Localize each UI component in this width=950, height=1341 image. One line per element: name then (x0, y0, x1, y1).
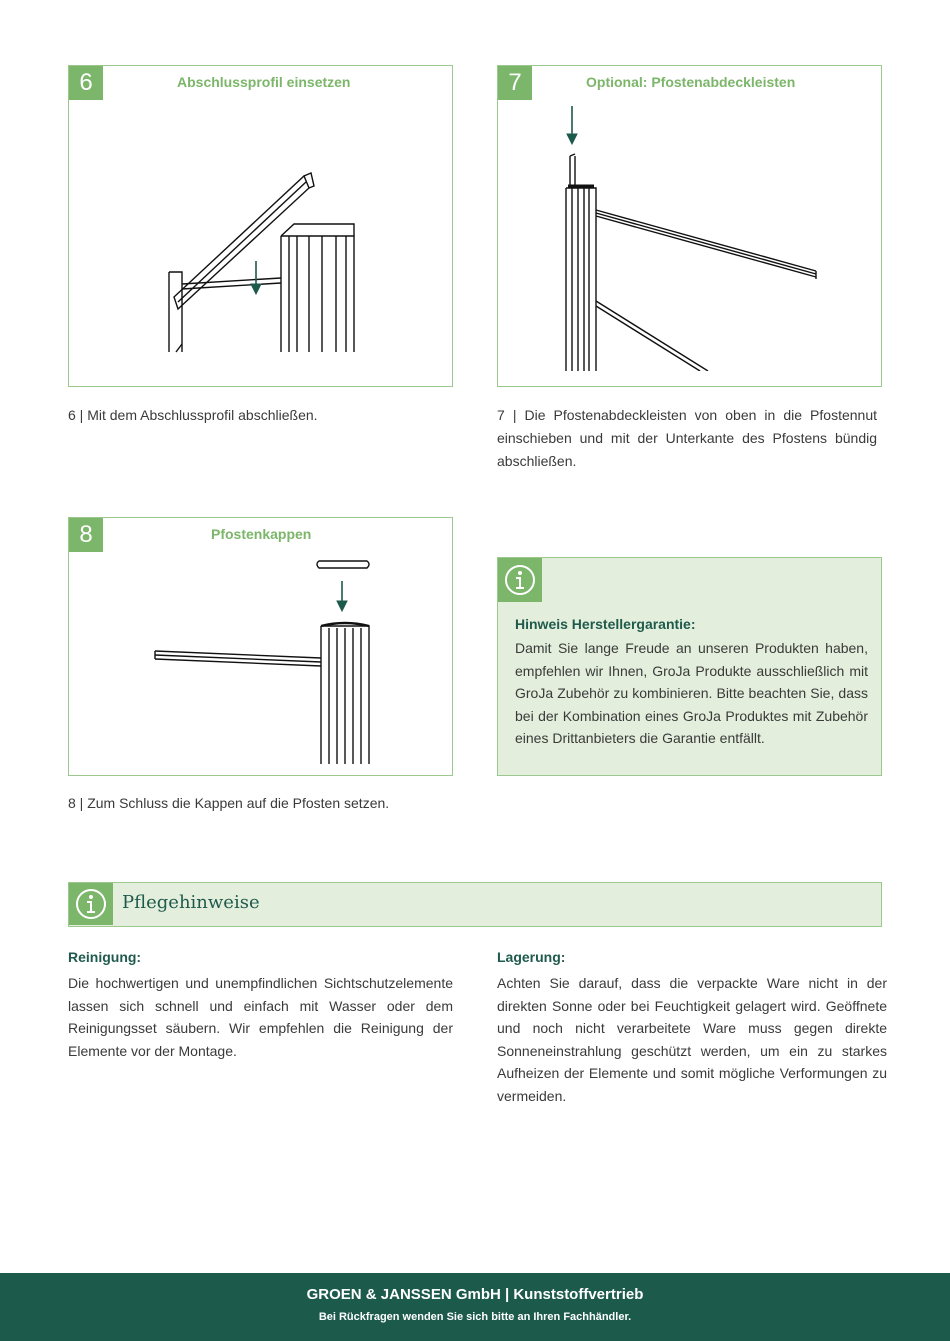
step-6-illustration (164, 116, 434, 366)
info-icon (69, 883, 113, 925)
step-7-caption: 7 | Die Pfostenabdeckleisten von oben in die Pfostennut einschieben und mit der Unterkante des Pfostens bündig abschließen. (497, 407, 877, 469)
footer-company: GROEN & JANSSEN GmbH | Kunststoffvertrieb (306, 1286, 644, 1303)
step-8-caption: 8 | Zum Schluss die Kappen auf die Pfosten setzen. (68, 795, 390, 811)
cleaning-text: Die hochwertigen und unempfindlichen Sichtschutzelemente lassen sich schnell und einfach mit Wasser oder dem Reinigungsset säubern. Wir empfehlen die Reinigung der Elemente vor der Montage. (68, 975, 453, 1059)
step-6-number: 6 (69, 66, 103, 100)
step-8-illustration (149, 556, 389, 768)
footer (0, 1273, 950, 1341)
step-7-number: 7 (498, 66, 532, 100)
cleaning-heading: Reinigung: (68, 949, 142, 965)
step-6-caption: 6 | Mit dem Abschlussprofil abschließen. (68, 407, 318, 423)
info-icon (498, 558, 542, 602)
step-8-number: 8 (69, 518, 103, 552)
step-8-title: Pfostenkappen (211, 526, 312, 542)
step-7-box (497, 65, 882, 387)
step-6-box (68, 65, 453, 387)
care-title: Pflegehinweise (122, 892, 260, 913)
storage-heading: Lagerung: (497, 949, 566, 965)
step-7-illustration (558, 106, 828, 371)
hint-text: Damit Sie lange Freude an unseren Produkten haben, empfehlen wir Ihnen, GroJa Produkte ausschließlich mit GroJa Zubehör zu kombinieren. Bitte beachten Sie, dass bei der Kombination eines GroJa Produktes mit Zubehör eines Drittanbieters die Garantie entfällt. (515, 640, 868, 746)
storage-text: Achten Sie darauf, dass die verpackte Ware nicht in der direkten Sonne oder bei Feuchtigkeit gelagert wird. Geöffnete und noch nicht verarbeitete Ware muss gegen direkte Sonneneinstrahlung geschützt werden, um ein zu starkes Aufheizen der Elemente und somit mögliche Verformungen zu vermeiden. (497, 975, 887, 1104)
care-section-bar (68, 882, 882, 927)
step-7-title: Optional: Pfostenabdeckleisten (586, 74, 796, 90)
footer-note: Bei Rückfragen wenden Sie sich bitte an Ihren Fachhändler. (318, 1311, 632, 1323)
warranty-hint-box (497, 557, 882, 776)
hint-title: Hinweis Herstellergarantie: (515, 616, 696, 632)
step-8-box (68, 517, 453, 776)
step-6-title: Abschlussprofil einsetzen (177, 74, 351, 90)
